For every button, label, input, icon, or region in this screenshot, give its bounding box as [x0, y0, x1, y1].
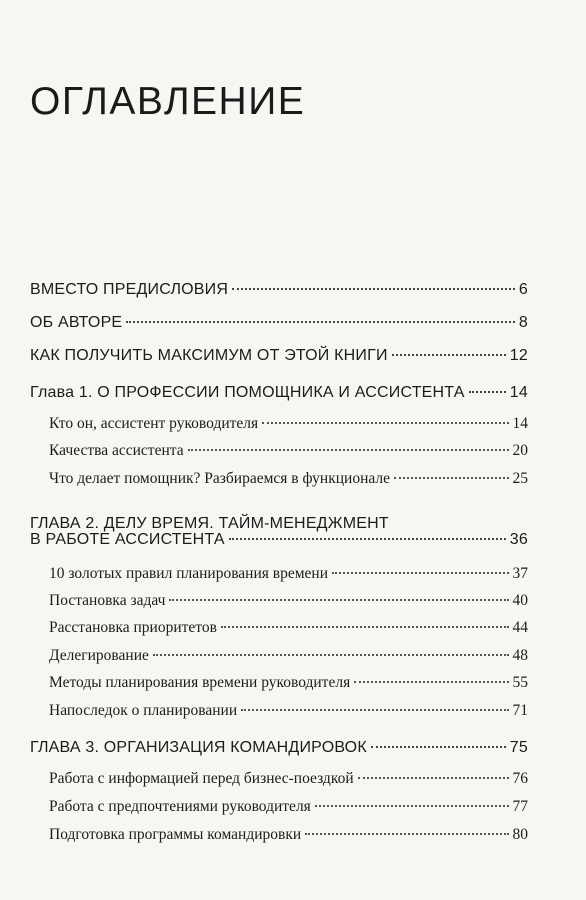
toc-entry-label: ОБ АВТОРЕ: [30, 314, 123, 331]
dot-leader: [232, 288, 515, 290]
toc-subentry: [49, 563, 528, 585]
toc-entry-label: Методы планирования времени руководителя: [49, 674, 351, 691]
toc-entry-label: ВМЕСТО ПРЕДИСЛОВИЯ: [30, 281, 229, 298]
toc-subentry: [49, 645, 528, 667]
toc-subentry: [49, 440, 528, 462]
toc-entry-label: Напоследок о планировании: [49, 702, 238, 719]
toc-page-number: 14: [509, 384, 528, 401]
toc-page-number: 36: [509, 531, 528, 548]
dot-leader: [315, 805, 509, 807]
toc-page-number: 6: [518, 281, 528, 298]
toc-entry-label: Качества ассистента: [49, 442, 184, 459]
toc-entry-label: Что делает помощник? Разбираемся в функционале: [49, 470, 390, 487]
dot-leader: [332, 572, 508, 574]
toc-page-number: 12: [509, 347, 528, 364]
toc-entry-label: Работа с информацией перед бизнес-поездкой: [49, 770, 354, 787]
dot-leader: [305, 833, 508, 835]
toc-subentry: [49, 672, 528, 694]
toc-chapter-title-line1: ГЛАВА 2. ДЕЛУ ВРЕМЯ. ТАЙМ-МЕНЕДЖМЕНТ: [30, 515, 389, 532]
toc-subentry: [49, 617, 528, 639]
toc-page-number: 77: [512, 798, 528, 815]
dot-leader: [262, 422, 508, 424]
toc-page-number: 75: [509, 739, 528, 756]
toc-chapter-entry: [30, 382, 528, 404]
toc-entry-label: В РАБОТЕ АССИСТЕНТА: [30, 531, 225, 548]
toc-page-number: 8: [518, 314, 528, 331]
toc-entry-label: Расстановка приоритетов: [49, 619, 217, 636]
toc-page-number: 76: [512, 770, 528, 787]
dot-leader: [354, 681, 508, 683]
toc-page-number: 37: [512, 565, 528, 582]
toc-page-number: 80: [512, 826, 528, 843]
toc-page-number: 44: [512, 619, 528, 636]
dot-leader: [371, 746, 506, 748]
toc-page-number: 55: [512, 674, 528, 691]
toc-chapter-entry: [30, 737, 528, 759]
dot-leader: [221, 626, 509, 628]
dot-leader: [394, 477, 509, 479]
toc-entry-label: 10 золотых правил планирования времени: [49, 565, 329, 582]
dot-leader: [188, 449, 509, 451]
dot-leader: [169, 599, 508, 601]
toc-subentry: [49, 590, 528, 612]
toc-subentry: [49, 824, 528, 846]
toc-page-number: 14: [512, 415, 528, 432]
dot-leader: [126, 321, 515, 323]
toc-subentry: [49, 768, 528, 790]
toc-entry: [30, 345, 528, 367]
toc-chapter-entry: [30, 529, 528, 551]
toc-page-number: 71: [512, 702, 528, 719]
toc-entry: [30, 279, 528, 301]
toc-entry-label: Постановка задач: [49, 592, 166, 609]
dot-leader: [153, 654, 509, 656]
dot-leader: [358, 777, 509, 779]
toc-entry-label: Делегирование: [49, 647, 149, 664]
toc-entry: [30, 312, 528, 334]
toc-subentry: [49, 700, 528, 722]
dot-leader: [229, 538, 506, 540]
toc-entry-label: Работа с предпочтениями руководителя: [49, 798, 311, 815]
toc-page-number: 48: [512, 647, 528, 664]
toc-entry-label: Кто он, ассистент руководителя: [49, 415, 259, 432]
toc-entry-label: КАК ПОЛУЧИТЬ МАКСИМУМ ОТ ЭТОЙ КНИГИ: [30, 347, 388, 364]
toc-entry-label: Глава 1. О ПРОФЕССИИ ПОМОЩНИКА И АССИСТЕНТА: [30, 384, 465, 401]
page-title: ОГЛАВЛЕНИЕ: [30, 80, 306, 123]
dot-leader: [392, 354, 506, 356]
toc-subentry: [49, 796, 528, 818]
toc-page-number: 20: [512, 442, 528, 459]
toc-entry-label: Подготовка программы командировки: [49, 826, 302, 843]
toc-page-number: 25: [512, 470, 528, 487]
toc-subentry: [49, 413, 528, 435]
toc-entry-label: ГЛАВА 3. ОРГАНИЗАЦИЯ КОМАНДИРОВОК: [30, 739, 367, 756]
dot-leader: [241, 709, 508, 711]
toc-page-number: 40: [512, 592, 528, 609]
toc-subentry: [49, 468, 528, 490]
dot-leader: [469, 391, 506, 393]
